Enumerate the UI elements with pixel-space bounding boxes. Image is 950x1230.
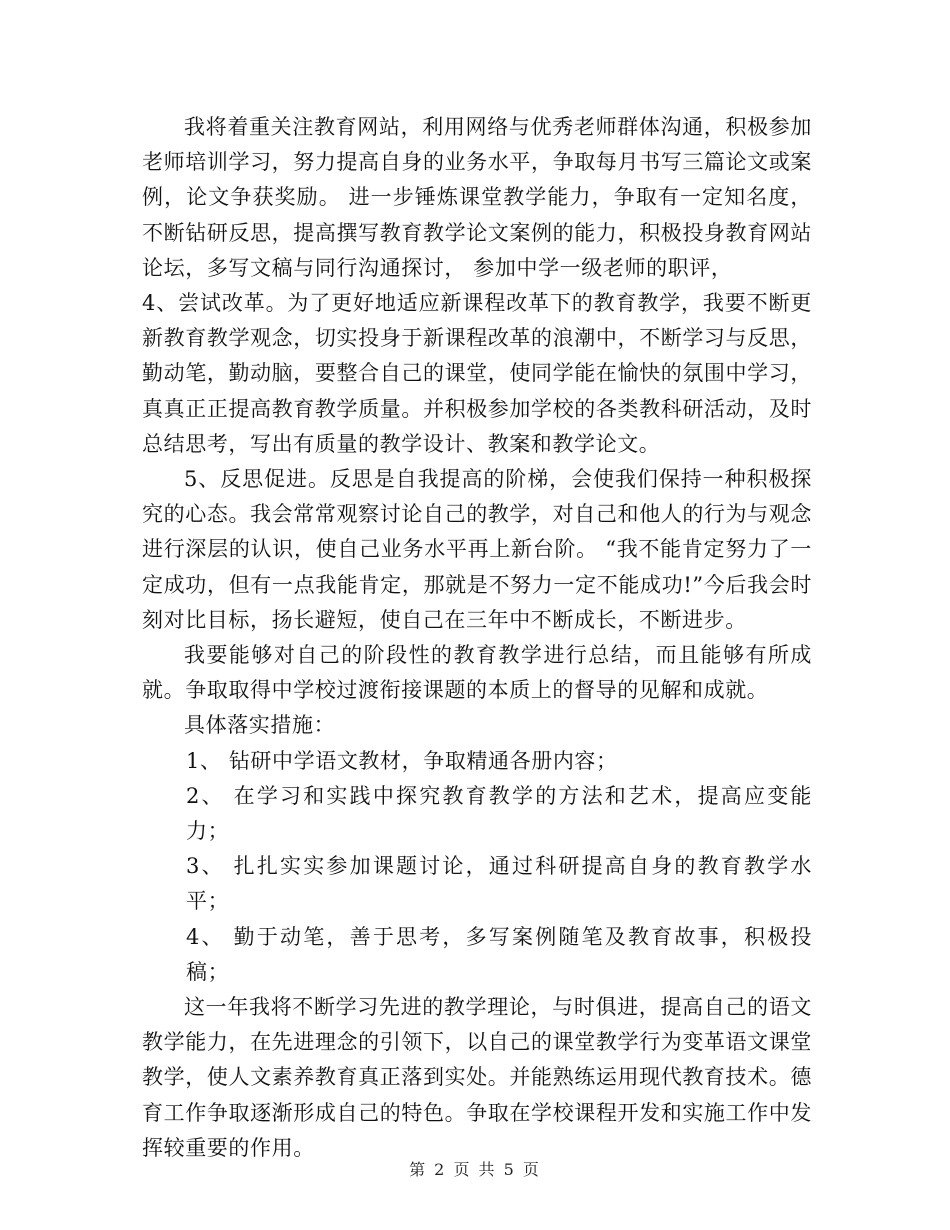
page-number-footer: 第 2 页 共 5 页 bbox=[409, 1160, 541, 1179]
document-body bbox=[142, 110, 812, 1166]
paragraph-yearly-plan: 这一年我将不断学习先进的教学理论，与时俱进，提高自己的语文教学能力，在先进理念的引领下，以自己的课堂教学行为变革语文课堂教学，使人文素养教育真正落到实处。并能熟练运用现代教育技术。德育工作争取逐渐形成自己的特色。争取在学校课程开发和实施工作中发挥较重要的作用。 bbox=[142, 995, 812, 1160]
paragraph-online-learning: 我将着重关注教育网站，利用网络与优秀老师群体沟通，积极参加老师培训学习，努力提高自身的业务水平，争取每月书写三篇论文或案例，论文争获奖励。 进一步锤炼课堂教学能力，争取有一定知名度， 不断钻研反思，提高撰写教育教学论文案例的能力，积极投身教育网站论坛，多写文稿与同行沟通探讨， 参加中学一级老师的职评， bbox=[142, 115, 812, 280]
paragraph-summary-goal: 我要能够对自己的阶段性的教育教学进行总结，而且能够有所成就。争取取得中学校过渡衔接课题的本质上的督导的见解和成就。 bbox=[142, 643, 812, 703]
list-item-measure-4: 4、 勤于动笔，善于思考，多写案例随笔及教育故事，积极投稿； bbox=[186, 924, 812, 984]
list-item-measure-3: 3、 扎扎实实参加课题讨论，通过科研提高自身的教育教学水平； bbox=[186, 854, 812, 914]
paragraph-reflection: 5、反思促进。反思是自我提高的阶梯，会使我们保持一种积极探究的心态。我会常常观察讨论自己的教学，对自己和他人的行为与观念进行深层的认识，使自己业务水平再上新台阶。 “我不能肯定努力了一定成功，但有一点我能肯定，那就是不努力一定不能成功!”今后我会时刻对比目标，扬长避短，使自己在三年中不断成长，不断进步。 bbox=[142, 467, 812, 632]
list-item-measure-1: 1、 钻研中学语文教材，争取精通各册内容； bbox=[186, 748, 618, 773]
list-item-measure-2: 2、 在学习和实践中探究教育教学的方法和艺术，提高应变能力； bbox=[186, 783, 812, 844]
paragraph-try-reform: 4、尝试改革。为了更好地适应新课程改革下的教育教学，我要不断更新教育教学观念，切实投身于新课程改革的浪潮中，不断学习与反思，勤动笔，勤动脑，要整合自己的课堂，使同学能在愉快的氛围中学习，真真正正提高教育教学质量。并积极参加学校的各类教科研活动，及时总结思考，写出有质量的教学设计、教案和教学论文。 bbox=[142, 291, 812, 456]
paragraph-measures-heading: 具体落实措施： bbox=[184, 713, 336, 738]
